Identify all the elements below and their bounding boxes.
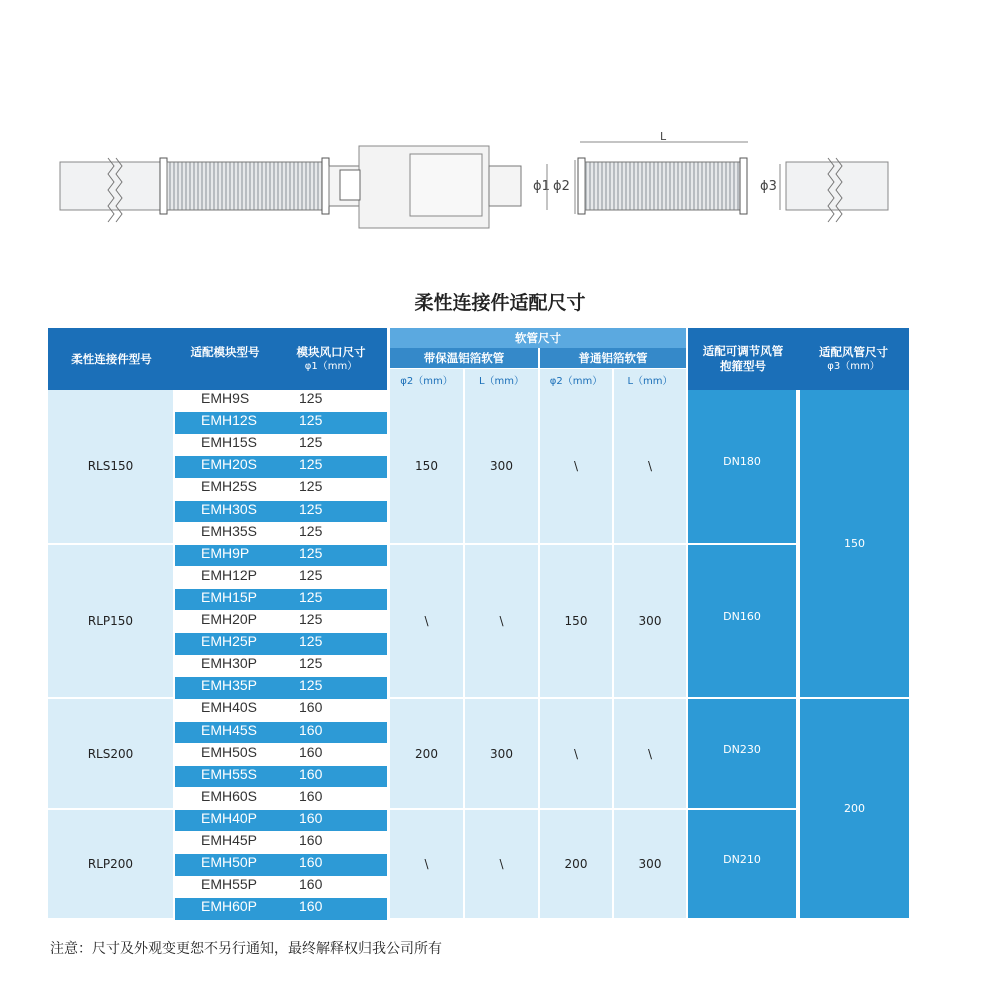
module-row <box>175 456 387 478</box>
module-row <box>175 478 387 500</box>
module-outlet: 125 <box>299 544 323 561</box>
group-model: RLP150 <box>48 545 173 698</box>
module-outlet: 125 <box>299 390 323 406</box>
module-name: EMH50P <box>201 854 258 871</box>
module-row <box>175 744 387 766</box>
group-clamp: DN210 <box>688 810 796 919</box>
group-ins-phi2: \ <box>390 545 463 698</box>
group-nor-l: 300 <box>614 545 686 698</box>
module-outlet: 160 <box>299 809 323 826</box>
header-duct-unit: φ3（mm） <box>827 360 880 372</box>
module-outlet: 160 <box>299 721 323 738</box>
l-label: L <box>660 130 667 143</box>
module-row <box>175 810 387 832</box>
module-name: EMH45P <box>201 832 258 848</box>
group-ins-l: 300 <box>465 699 538 808</box>
flex-connector-diagram <box>0 130 1000 240</box>
header-phi2-ins: φ2（mm） <box>390 369 463 390</box>
module-name: EMH45S <box>201 721 258 738</box>
module-row <box>175 898 387 920</box>
group-nor-l: 300 <box>614 810 686 919</box>
module-row <box>175 545 387 567</box>
phi2-label: ϕ2 <box>553 179 570 194</box>
module-outlet: 125 <box>299 588 323 605</box>
module-name: EMH25P <box>201 633 258 650</box>
header-l-nor: L（mm） <box>614 369 686 390</box>
group-ins-l: 300 <box>465 390 538 543</box>
module-name: EMH15S <box>201 434 258 451</box>
module-outlet: 160 <box>299 876 323 893</box>
group-ins-l: \ <box>465 810 538 919</box>
group-model: RLS200 <box>48 699 173 808</box>
module-row <box>175 589 387 611</box>
module-name: EMH60S <box>201 787 258 804</box>
module-outlet: 125 <box>299 566 323 583</box>
header-clamp: 适配可调节风管抱箍型号 <box>688 328 798 390</box>
module-name: EMH40S <box>201 699 258 716</box>
group-nor-phi2: \ <box>540 699 612 808</box>
header-module: 适配模块型号 <box>190 345 260 360</box>
module-name: EMH40P <box>201 809 258 826</box>
header-outlet: 模块风口尺寸 <box>296 345 366 360</box>
module-row <box>175 788 387 810</box>
module-row <box>175 876 387 898</box>
module-name: EMH55S <box>201 765 258 782</box>
module-name: EMH35S <box>201 522 258 539</box>
module-row <box>175 412 387 434</box>
group-ins-phi2: 200 <box>390 699 463 808</box>
module-outlet: 125 <box>299 677 323 694</box>
group-nor-l: \ <box>614 390 686 543</box>
module-row <box>175 501 387 523</box>
group-nor-phi2: 150 <box>540 545 612 698</box>
group-ins-phi2: 150 <box>390 390 463 543</box>
header-duct-label: 适配风管尺寸 <box>819 345 888 360</box>
group-ins-phi2: \ <box>390 810 463 919</box>
module-outlet: 125 <box>299 611 323 627</box>
module-name: EMH12S <box>201 412 258 429</box>
module-name: EMH25S <box>201 478 258 495</box>
module-row <box>175 633 387 655</box>
header-normal: 普通铝箔软管 <box>540 348 686 368</box>
header-duct <box>798 328 909 390</box>
module-outlet: 160 <box>299 743 323 760</box>
group-clamp: DN230 <box>688 699 796 808</box>
module-outlet: 160 <box>299 699 323 716</box>
module-row <box>175 390 387 412</box>
module-name: EMH30P <box>201 655 258 672</box>
group-model: RLS150 <box>48 390 173 543</box>
module-row <box>175 655 387 677</box>
module-name: EMH15P <box>201 588 258 605</box>
header-hose: 软管尺寸 <box>390 328 686 348</box>
module-outlet: 160 <box>299 765 323 782</box>
module-name: EMH55P <box>201 876 258 893</box>
module-outlet: 125 <box>299 412 323 429</box>
header-l-ins: L（mm） <box>465 369 538 390</box>
header-outlet-unit: φ1（mm） <box>304 360 358 372</box>
group-nor-l: \ <box>614 699 686 808</box>
phi1-label: ϕ1 <box>533 179 550 194</box>
module-row <box>175 766 387 788</box>
module-row <box>175 611 387 633</box>
module-name: EMH9P <box>201 544 250 561</box>
phi3-label: ϕ3 <box>760 179 777 194</box>
module-name: EMH12P <box>201 566 258 583</box>
module-name: EMH20P <box>201 611 258 627</box>
module-row <box>175 699 387 721</box>
module-name: EMH9S <box>201 390 250 406</box>
module-name: EMH35P <box>201 677 258 694</box>
module-outlet: 125 <box>299 478 323 495</box>
header-phi2-nor: φ2（mm） <box>540 369 612 390</box>
module-outlet: 125 <box>299 456 323 473</box>
note-text: 注意：尺寸及外观变更恕不另行通知，最终解释权归我公司所有 <box>50 941 442 957</box>
header-insulated: 带保温铝箔软管 <box>390 348 538 368</box>
module-row <box>175 854 387 876</box>
module-row <box>175 832 387 854</box>
header-module-group <box>175 328 387 390</box>
module-outlet: 125 <box>299 655 323 672</box>
module-outlet: 160 <box>299 854 323 871</box>
group-clamp: DN160 <box>688 545 796 698</box>
module-name: EMH30S <box>201 500 258 517</box>
module-row <box>175 567 387 589</box>
module-row <box>175 434 387 456</box>
group-model: RLP200 <box>48 810 173 919</box>
duct-size-150: 150 <box>800 390 909 697</box>
duct-size-200: 200 <box>800 699 909 918</box>
module-outlet: 160 <box>299 787 323 804</box>
module-row <box>175 722 387 744</box>
module-outlet: 125 <box>299 500 323 517</box>
header-model: 柔性连接件型号 <box>48 328 175 390</box>
module-outlet: 125 <box>299 633 323 650</box>
module-outlet: 125 <box>299 434 323 451</box>
module-name: EMH60P <box>201 898 258 915</box>
group-nor-phi2: 200 <box>540 810 612 919</box>
module-outlet: 160 <box>299 898 323 915</box>
module-name: EMH50S <box>201 743 258 760</box>
group-ins-l: \ <box>465 545 538 698</box>
module-outlet: 125 <box>299 522 323 539</box>
table-title: 柔性连接件适配尺寸 <box>414 292 586 314</box>
group-clamp: DN180 <box>688 390 796 543</box>
module-outlet: 160 <box>299 832 323 848</box>
module-row <box>175 677 387 699</box>
module-name: EMH20S <box>201 456 258 473</box>
module-row <box>175 523 387 545</box>
group-nor-phi2: \ <box>540 390 612 543</box>
